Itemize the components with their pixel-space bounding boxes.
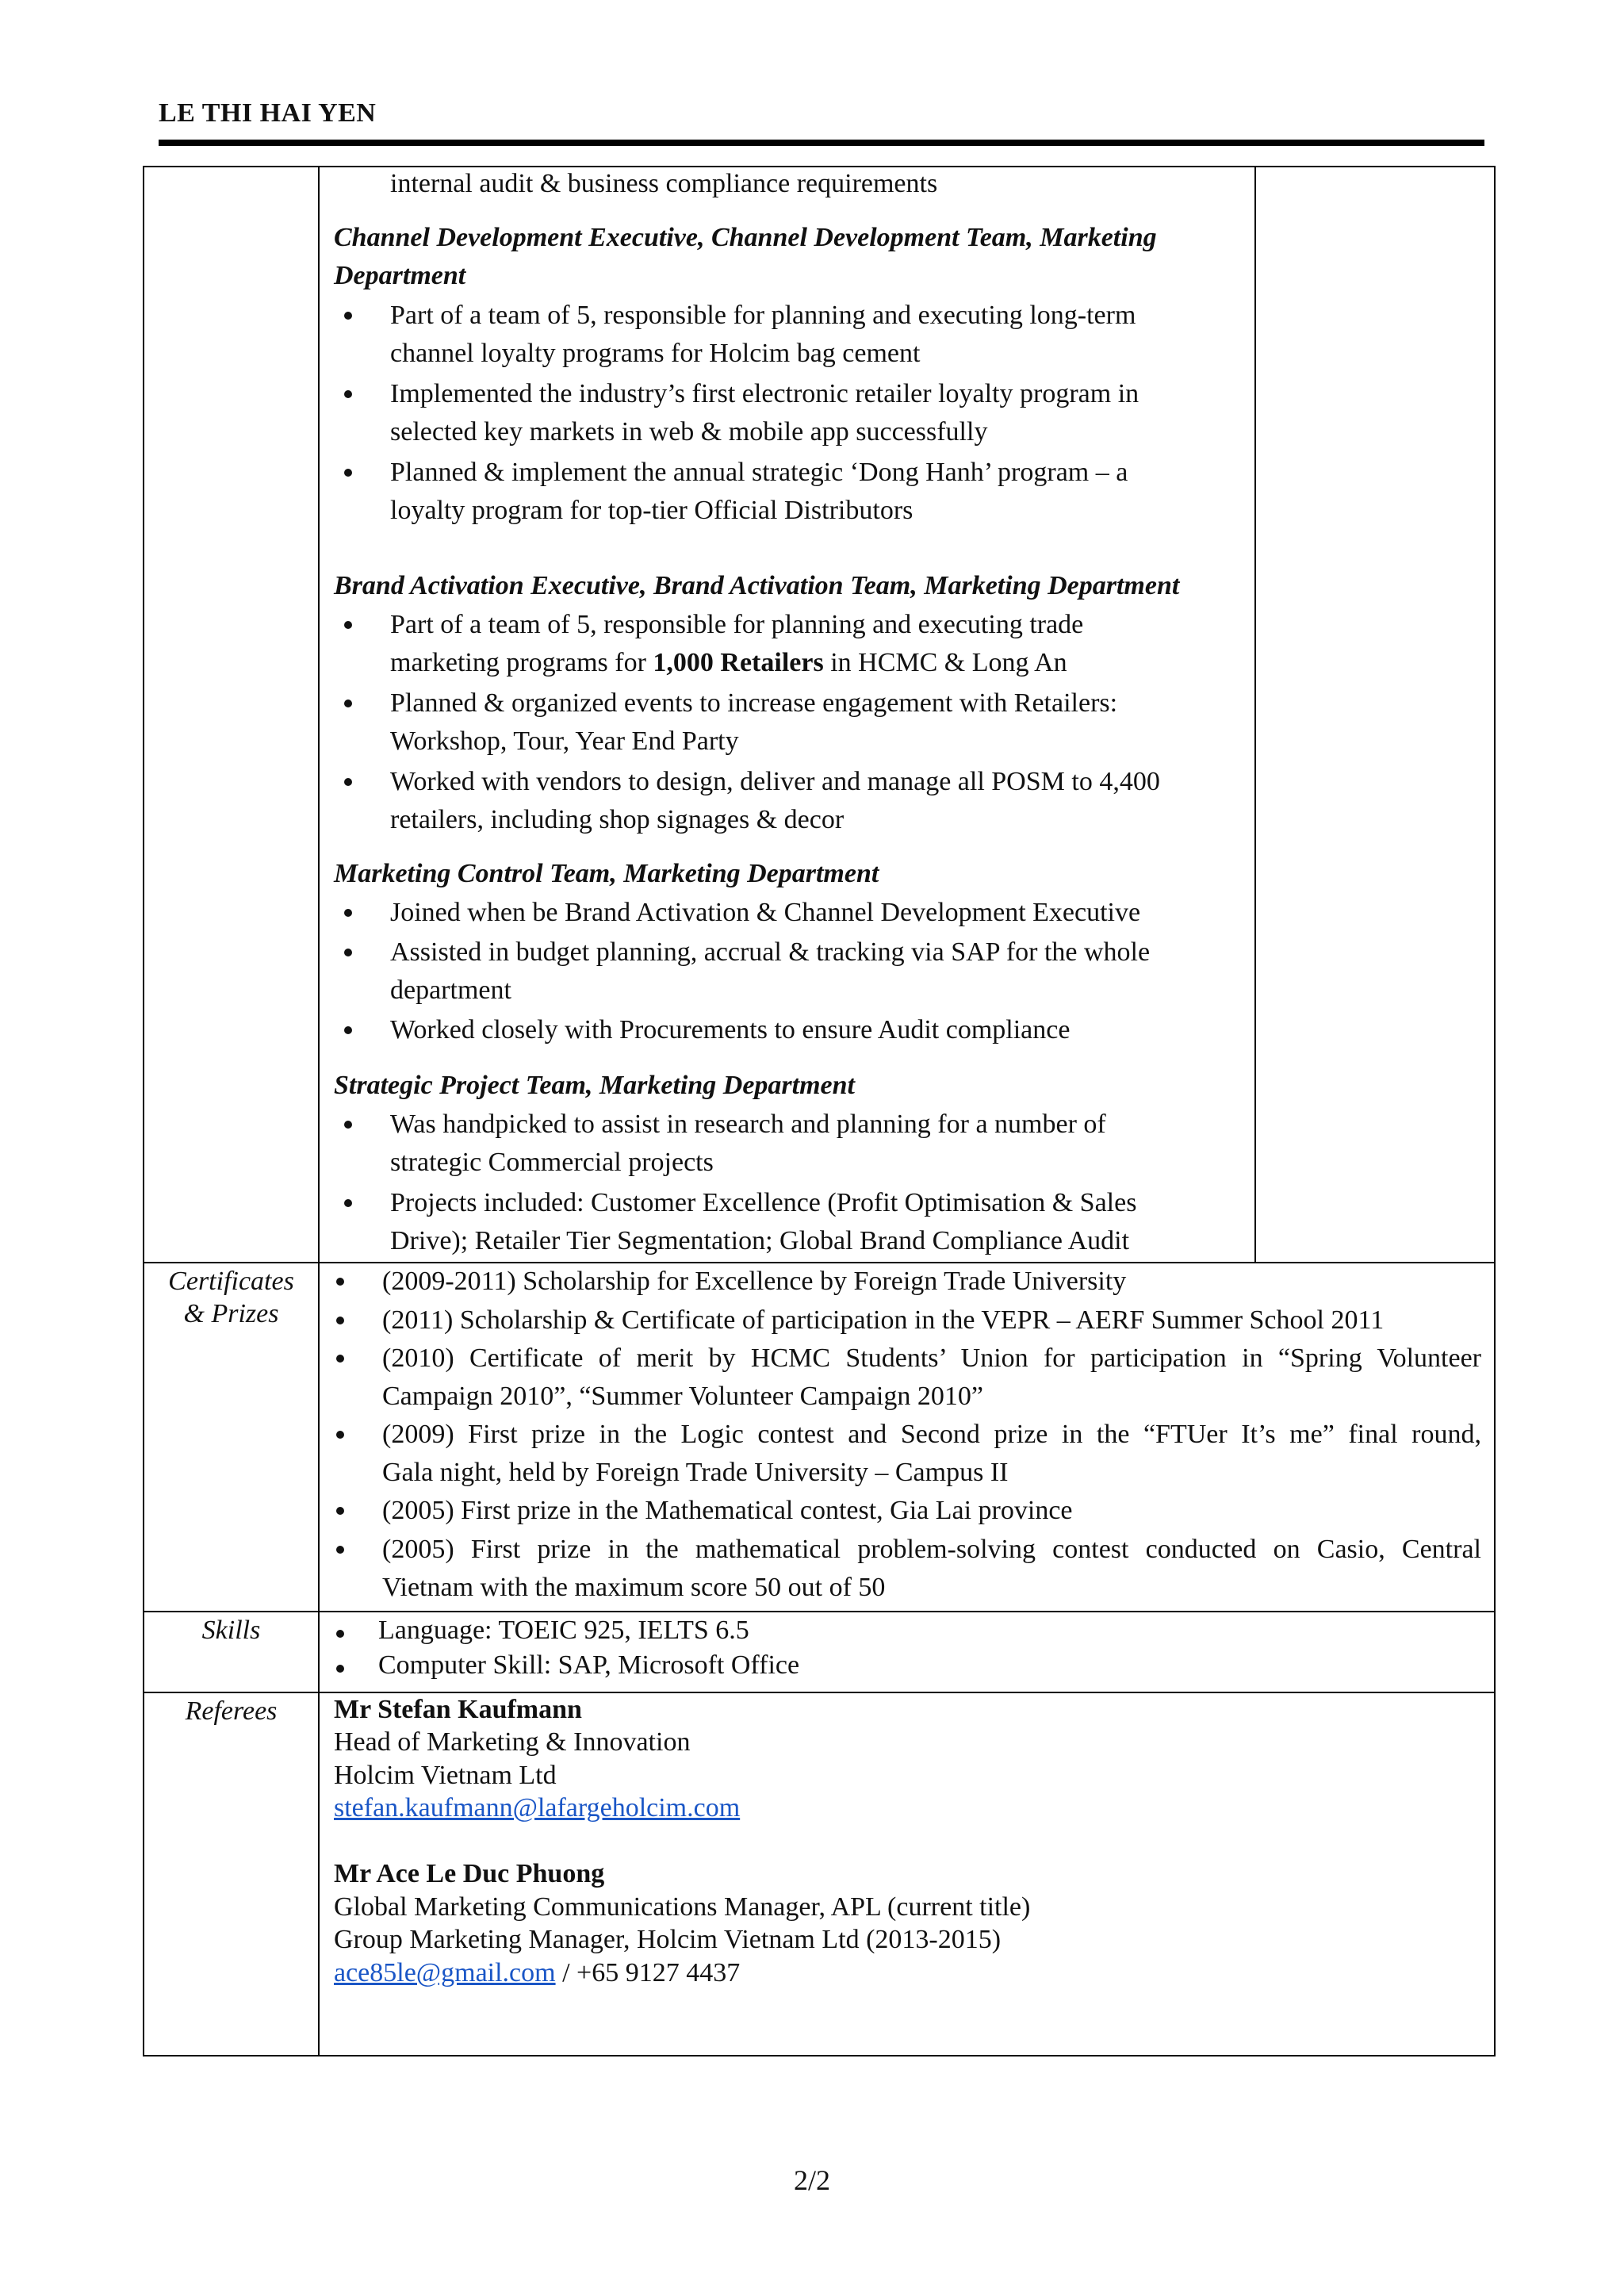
- candidate-name: LE THI HAI YEN: [159, 98, 377, 128]
- referee-2-title-previous: Group Marketing Manager, Holcim Vietnam Ltd (2013-2015): [334, 1925, 1002, 1954]
- list-item-cont: retailers, including shop signages & decor: [390, 805, 845, 834]
- referee-1-title: Head of Marketing & Innovation: [334, 1727, 691, 1757]
- section-label-skills: Skills: [201, 1616, 261, 1645]
- row-divider-skills: [143, 1611, 1496, 1612]
- list-item-cont: strategic Commercial projects: [390, 1148, 714, 1177]
- section-label-line: Certificates: [168, 1267, 294, 1296]
- referee-1-name: [334, 1693, 582, 1727]
- list-item: Language: TOEIC 925, IELTS 6.5: [378, 1616, 749, 1645]
- list-item-cont: [390, 644, 1067, 682]
- bullet-dot: [336, 1546, 344, 1554]
- referee-name-text: Mr Stefan Kaufmann: [334, 1695, 582, 1724]
- list-item: Planned & organized events to increase engagement with Retailers:: [390, 688, 1118, 718]
- bullet-dot: [344, 312, 352, 320]
- bullet-dot: [344, 909, 352, 917]
- list-item-cont: loyalty program for top-tier Official Distributors: [390, 496, 914, 525]
- bullet-dot: [336, 1630, 344, 1638]
- referee-1-email-row: [334, 1792, 740, 1825]
- list-item-cont: channel loyalty programs for Holcim bag cement: [390, 339, 921, 368]
- list-item: Planned & implement the annual strategic ‘Dong Hanh’ program – a: [390, 458, 1128, 487]
- referee-2-title: Global Marketing Communications Manager, APL (current title): [334, 1892, 1031, 1922]
- bullet-dot: [344, 700, 352, 707]
- list-item: (2011) Scholarship & Certificate of participation in the VEPR – AERF Summer School 2011: [382, 1305, 1385, 1335]
- experience-inner-divider: [1254, 166, 1256, 1263]
- bullet-dot: [336, 1665, 344, 1673]
- list-item: Projects included: Customer Excellence (Profit Optimisation & Sales: [390, 1188, 1137, 1217]
- list-item-cont: Drive); Retailer Tier Segmentation; Global Brand Compliance Audit: [390, 1226, 1130, 1255]
- bullet-dot: [336, 1355, 344, 1363]
- bullet-dot: [336, 1431, 344, 1439]
- list-item: Was handpicked to assist in research and planning for a number of: [390, 1110, 1106, 1139]
- referee-2-name: [334, 1857, 604, 1891]
- role-title: Marketing Control Team, Marketing Department: [334, 859, 879, 888]
- table-border-right: [1494, 166, 1496, 2056]
- list-item: (2009) First prize in the Logic contest and Second prize in the “FTUer It’s me” final round,: [382, 1420, 1481, 1449]
- list-item: Implemented the industry’s first electronic retailer loyalty program in: [390, 379, 1139, 408]
- referee-2-phone: / +65 9127 4437: [555, 1958, 741, 1987]
- bullet-dot: [344, 1026, 352, 1034]
- table-border-left: [143, 166, 144, 2056]
- bullet-dot: [344, 778, 352, 786]
- list-item-cont: selected key markets in web & mobile app successfully: [390, 417, 988, 447]
- bullet-dot: [344, 949, 352, 956]
- referee-1-company: Holcim Vietnam Ltd: [334, 1761, 557, 1790]
- referee-name-text: Mr Ace Le Duc Phuong: [334, 1859, 605, 1888]
- bullet-dot: [336, 1317, 344, 1324]
- role-title: Strategic Project Team, Marketing Department: [334, 1071, 855, 1100]
- bullet-dot: [344, 1199, 352, 1207]
- role-title: Brand Activation Executive, Brand Activation Team, Marketing Department: [334, 571, 1180, 600]
- list-item: Worked closely with Procurements to ensure Audit compliance: [390, 1015, 1071, 1045]
- bullet-dot: [344, 621, 352, 629]
- section-label-line: & Prizes: [183, 1299, 279, 1328]
- list-item-cont: Workshop, Tour, Year End Party: [390, 726, 739, 756]
- bullet-dot: [344, 390, 352, 398]
- bullet-dot: [344, 469, 352, 477]
- list-item: Part of a team of 5, responsible for planning and executing long-term: [390, 301, 1136, 330]
- role-title: Channel Development Executive, Channel Development Team, Marketing: [334, 223, 1157, 252]
- experience-carry-over: internal audit & business compliance requirements: [390, 169, 938, 198]
- text-segment: in HCMC & Long An: [823, 648, 1067, 677]
- section-label-certificates: [144, 1265, 318, 1330]
- referee-1-email-link[interactable]: stefan.kaufmann@lafargeholcim.com: [334, 1793, 741, 1823]
- list-item: Joined when be Brand Activation & Channel Development Executive: [390, 898, 1141, 927]
- page-number: 2/2: [793, 2164, 830, 2196]
- list-item-cont: Gala night, held by Foreign Trade University – Campus II: [382, 1458, 1009, 1487]
- list-item: (2009-2011) Scholarship for Excellence by Foreign Trade University: [382, 1267, 1127, 1296]
- section-label-referees: Referees: [185, 1696, 278, 1726]
- referee-2-contact: [334, 1957, 740, 1990]
- list-item: (2005) First prize in the Mathematical contest, Gia Lai province: [382, 1496, 1073, 1525]
- referee-2-email-link[interactable]: ace85le@gmail.com: [334, 1958, 556, 1987]
- table-border-bottom: [143, 2055, 1496, 2056]
- list-item: Worked with vendors to design, deliver and manage all POSM to 4,400: [390, 767, 1160, 796]
- role-title-cont: Department: [334, 261, 466, 290]
- list-item: Part of a team of 5, responsible for planning and executing trade: [390, 610, 1084, 639]
- list-item-cont: Vietnam with the maximum score 50 out of 50: [382, 1573, 886, 1602]
- bullet-dot: [336, 1278, 344, 1286]
- list-item: (2005) First prize in the mathematical problem-solving contest conducted on Casio, Central: [382, 1535, 1481, 1564]
- bullet-dot: [344, 1121, 352, 1129]
- text-segment: marketing programs for: [390, 648, 653, 677]
- list-item-cont: department: [390, 976, 511, 1005]
- label-column-divider: [318, 166, 320, 2056]
- list-item: Assisted in budget planning, accrual & tracking via SAP for the whole: [390, 937, 1151, 967]
- bullet-dot: [336, 1507, 344, 1515]
- list-item: Computer Skill: SAP, Microsoft Office: [378, 1650, 800, 1680]
- highlight-retailers: 1,000 Retailers: [653, 648, 824, 677]
- list-item: (2010) Certificate of merit by HCMC Students’ Union for participation in “Spring Volunteer: [382, 1343, 1481, 1373]
- header-rule: [159, 140, 1484, 146]
- list-item-cont: Campaign 2010”, “Summer Volunteer Campaign 2010”: [382, 1382, 983, 1411]
